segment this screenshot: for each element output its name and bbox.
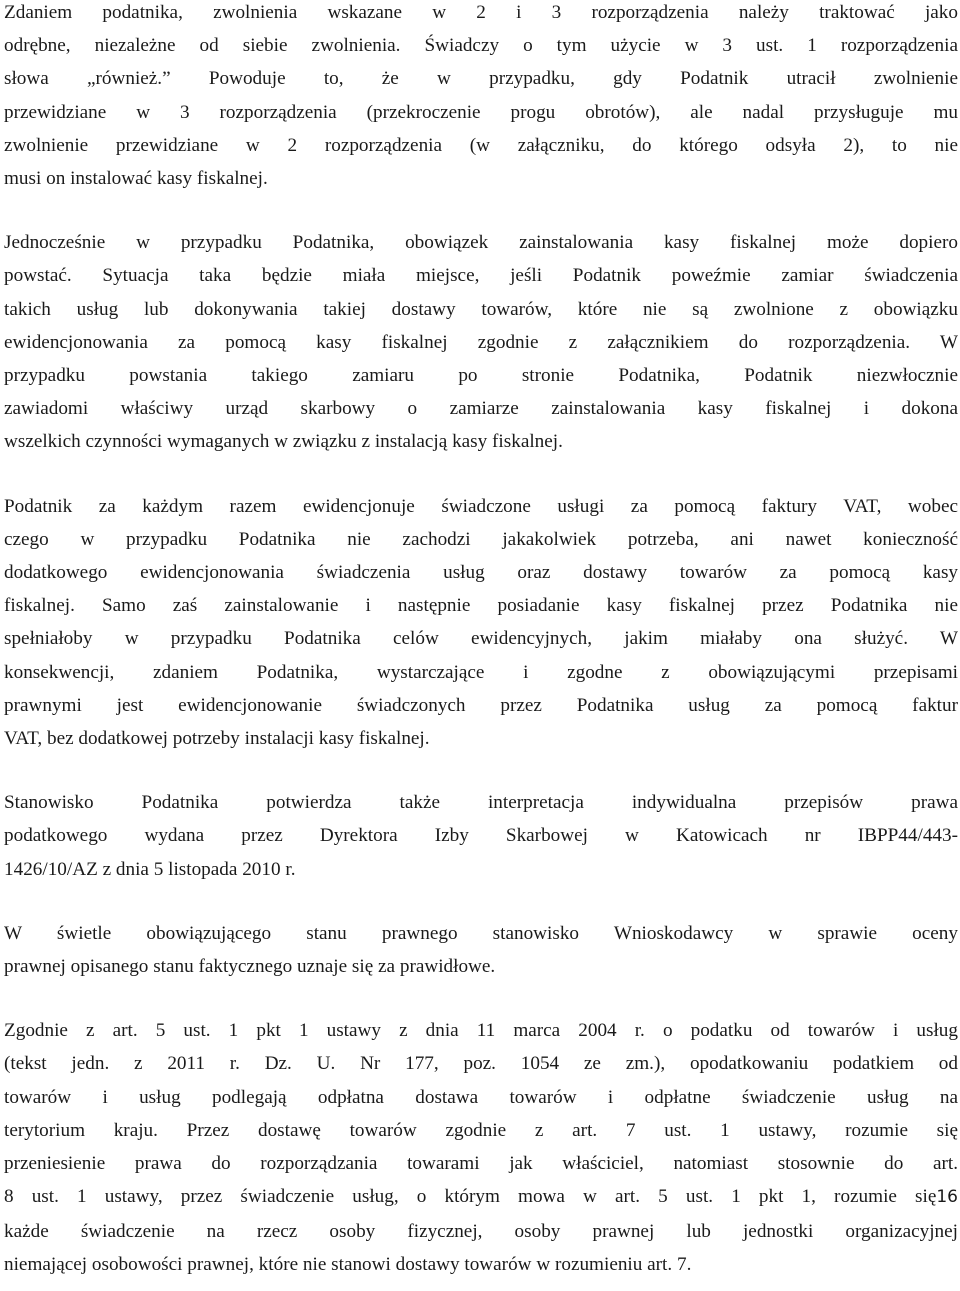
text-line: spełniałoby w przypadku Podatnika celów ewidencyjnych, jakim miałaby ona służyć. W	[4, 628, 958, 650]
text-line: przypadku powstania takiego zamiaru po stronie Podatnika, Podatnik niezwłocznie	[4, 365, 958, 387]
paragraph-2	[4, 226, 958, 458]
text-line: takich usług lub dokonywania takiej dostawy towarów, które nie są zwolnione z obowiązku	[4, 298, 958, 320]
text-line: słowa „również.” Powoduje to, że w przypadku, gdy Podatnik utracił zwolnienie	[4, 68, 958, 90]
text-line: (tekst jedn. z 2011 r. Dz. U. Nr 177, poz. 1054 ze zm.), opodatkowaniu podatkiem od	[4, 1053, 958, 1075]
text-line: czego w przypadku Podatnika nie zachodzi jakakolwiek potrzeba, ani nawet konieczność	[4, 528, 958, 550]
paragraph-3	[4, 490, 958, 756]
page-number: 16	[936, 1187, 958, 1208]
text-line: odrębne, niezależne od siebie zwolnienia. Świadczy o tym użycie w 3 ust. 1 rozporządzenia	[4, 35, 958, 57]
paragraph-1	[4, 0, 958, 195]
text-line-with-page-number	[4, 1180, 958, 1214]
text-line: Zdaniem podatnika, zwolnienia wskazane w 2 i 3 rozporządzenia należy traktować jako	[4, 2, 958, 23]
text-line: prawnymi jest ewidencjonowanie świadczonych przez Podatnika usług za pomocą faktur	[4, 694, 958, 716]
text-line: Stanowisko Podatnika potwierdza także interpretacja indywidualna przepisów prawa	[4, 792, 958, 814]
text-line: wszelkich czynności wymaganych w związku z instalacją kasy fiskalnej.	[4, 431, 563, 453]
text-line: przeniesienie prawa do rozporządzania towarami jak właściciel, natomiast stosownie do art.	[4, 1153, 958, 1175]
text-line: zwolnienie przewidziane w 2 rozporządzenia (w załączniku, do którego odsyła 2), to nie	[4, 134, 958, 156]
text-line: Zgodnie z art. 5 ust. 1 pkt 1 ustawy z dnia 11 marca 2004 r. o podatku od towarów i usług	[4, 1020, 958, 1042]
text-line: Jednocześnie w przypadku Podatnika, obowiązek zainstalowania kasy fiskalnej może dopiero	[4, 232, 958, 254]
text-line: fiskalnej. Samo zaś zainstalowanie i następnie posiadanie kasy fiskalnej przez Podatnika nie	[4, 595, 958, 617]
text-line: konsekwencji, zdaniem Podatnika, wystarczające i zgodne z obowiązującymi przepisami	[4, 661, 958, 683]
text-line: 8 ust. 1 ustawy, przez świadczenie usług, o którym mowa w art. 5 ust. 1 pkt 1, rozumie się	[4, 1186, 937, 1208]
paragraph-6	[4, 1014, 958, 1281]
paragraph-4	[4, 786, 958, 886]
text-line: Podatnik za każdym razem ewidencjonuje świadczone usługi za pomocą faktury VAT, wobec	[4, 495, 958, 517]
document-page	[4, 0, 958, 1281]
text-line: towarów i usług podlegają odpłatna dostawa towarów i odpłatne świadczenie usług na	[4, 1086, 958, 1108]
text-line: zawiadomi właściwy urząd skarbowy o zamiarze zainstalowania kasy fiskalnej i dokona	[4, 398, 958, 420]
text-line: każde świadczenie na rzecz osoby fizycznej, osoby prawnej lub jednostki organizacyjnej	[4, 1220, 958, 1242]
text-line: niemającej osobowości prawnej, które nie stanowi dostawy towarów w rozumieniu art. 7.	[4, 1253, 692, 1275]
text-line: powstać. Sytuacja taka będzie miała miejsce, jeśli Podatnik poweźmie zamiar świadczenia	[4, 265, 958, 287]
text-line: prawnej opisanego stanu faktycznego uznaje się za prawidłowe.	[4, 956, 496, 978]
text-line: musi on instalować kasy fiskalnej.	[4, 168, 268, 190]
text-line: W świetle obowiązującego stanu prawnego stanowisko Wnioskodawcy w sprawie oceny	[4, 922, 958, 944]
text-line: terytorium kraju. Przez dostawę towarów zgodnie z art. 7 ust. 1 ustawy, rozumie się	[4, 1119, 958, 1141]
text-line: ewidencjonowania za pomocą kasy fiskalnej zgodnie z załącznikiem do rozporządzenia. W	[4, 331, 958, 353]
text-line: przewidziane w 3 rozporządzenia (przekroczenie progu obrotów), ale nadal przysługuje mu	[4, 101, 958, 123]
text-line: podatkowego wydana przez Dyrektora Izby Skarbowej w Katowicach nr IBPP44/443-	[4, 825, 958, 847]
paragraph-5	[4, 917, 958, 983]
text-line: dodatkowego ewidencjonowania świadczenia usług oraz dostawy towarów za pomocą kasy	[4, 562, 958, 584]
text-line: 1426/10/AZ z dnia 5 listopada 2010 r.	[4, 858, 296, 880]
text-line: VAT, bez dodatkowej potrzeby instalacji kasy fiskalnej.	[4, 728, 430, 750]
